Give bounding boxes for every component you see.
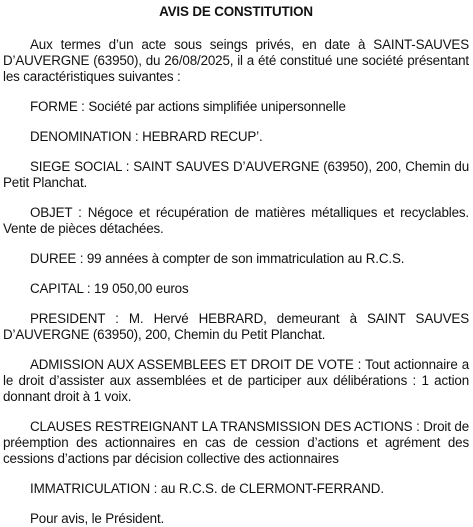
forme-paragraph: FORME : Société par actions simplifiée unipersonnelle: [30, 99, 346, 114]
objet-paragraph: OBJET : Négoce et récupération de matières métalliques et recyclables. Vente de pièces détachées.: [3, 205, 469, 236]
capital-paragraph: CAPITAL : 19 050,00 euros: [30, 281, 189, 296]
denomination-paragraph: DENOMINATION : HEBRARD RECUP’.: [30, 129, 263, 144]
signature-paragraph: Pour avis, le Président.: [30, 511, 165, 526]
immatriculation-paragraph: IMMATRICULATION : au R.C.S. de CLERMONT-FERRAND.: [30, 481, 384, 496]
intro-paragraph: Aux termes d’un acte sous seings privés, en date à SAINT-SAUVES D’AUVERGNE (63950), du 26/08/2025, il a été constitué une société présentant les caractéristiques suivantes :: [3, 37, 469, 84]
president-paragraph: PRESIDENT : M. Hervé HEBRARD, demeurant à SAINT SAUVES D’AUVERGNE (63950), 200, Chemin du Petit Planchat.: [3, 311, 469, 342]
siege-social-paragraph: SIEGE SOCIAL : SAINT SAUVES D’AUVERGNE (63950), 200, Chemin du Petit Planchat.: [3, 159, 469, 190]
clauses-paragraph: CLAUSES RESTREIGNANT LA TRANSMISSION DES ACTIONS : Droit de préemption des actionnaires en cas de cession d’actions et agrément des cessions d’actions par décision collective des actionnaires: [3, 419, 469, 466]
duree-paragraph: DUREE : 99 années à compter de son immatriculation au R.C.S.: [30, 251, 405, 266]
admission-paragraph: ADMISSION AUX ASSEMBLEES ET DROIT DE VOTE : Tout actionnaire a le droit d’assister aux assemblées et de participer aux délibérations : 1 action donnant droit à 1 voix.: [3, 357, 469, 404]
notice-title: AVIS DE CONSTITUTION: [159, 4, 313, 19]
